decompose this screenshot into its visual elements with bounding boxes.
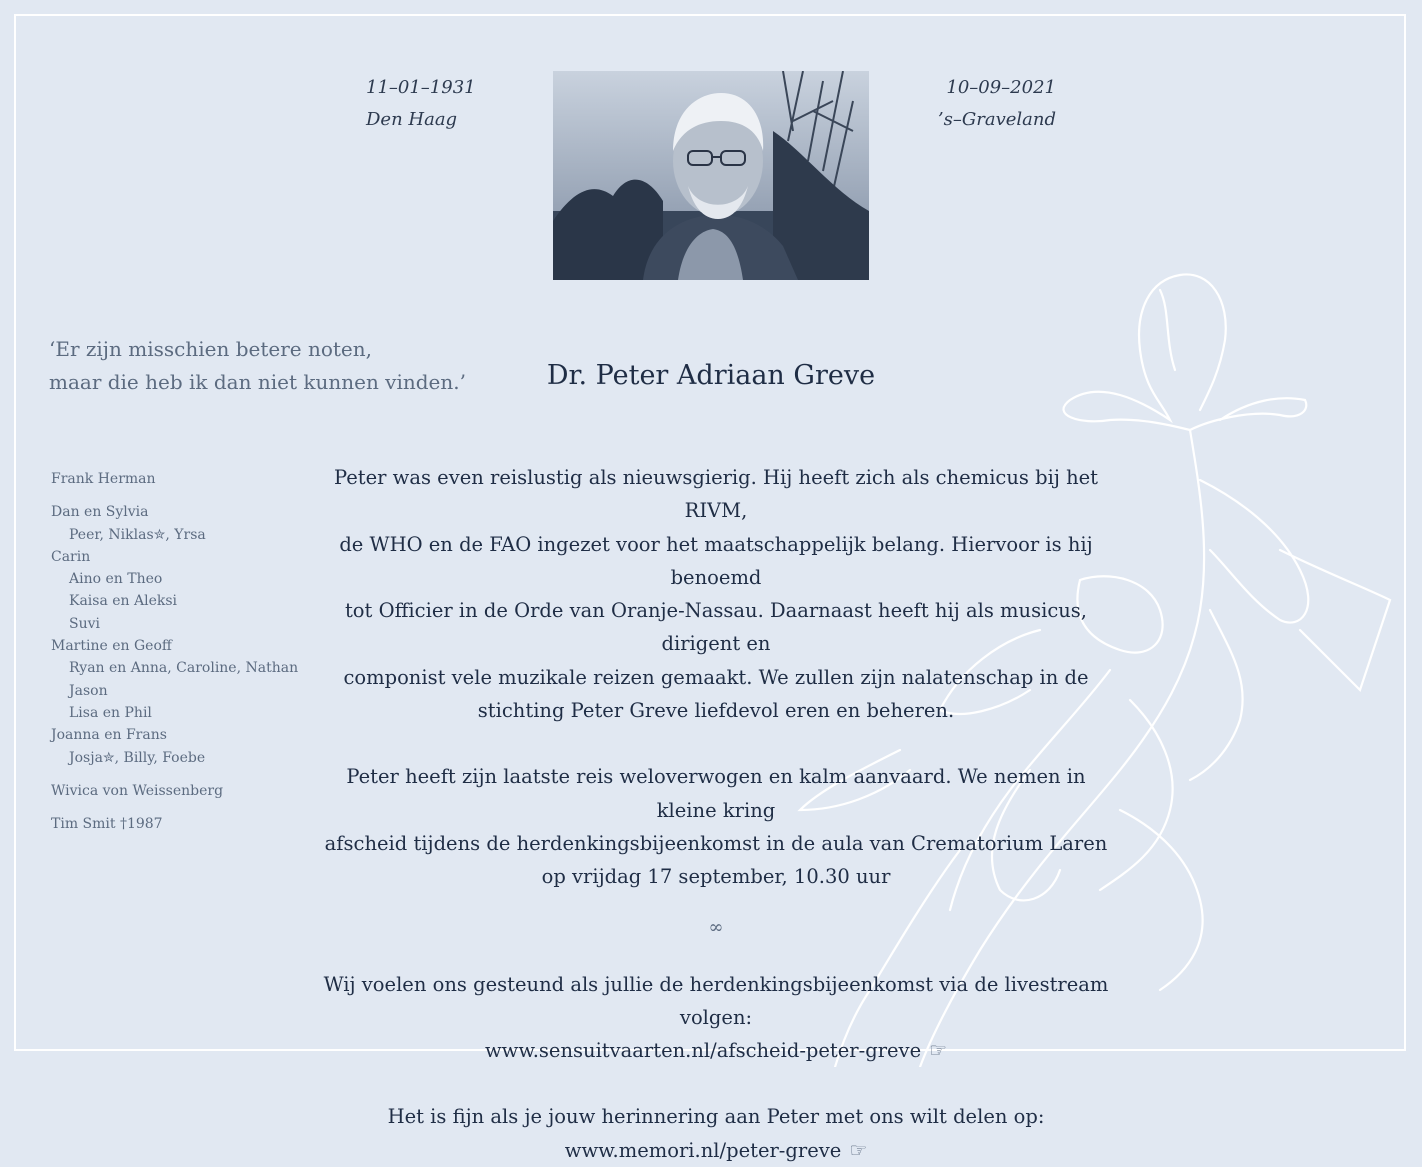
family-member: Josja✮, Billy, Foebe: [69, 749, 206, 766]
ceremony-line: Peter heeft zijn laatste reis weloverwogen en kalm aanvaard. We nemen in kleine kring: [346, 765, 1086, 822]
portrait-image: [553, 71, 869, 280]
family-member: Peer, Niklas✮, Yrsa: [69, 526, 206, 543]
birth-date: 11–01–1931: [366, 77, 476, 98]
pointing-hand-icon: ☞: [849, 1137, 868, 1162]
family-member: Carin: [51, 548, 91, 565]
family-member: Jason: [69, 682, 108, 699]
livestream-block: [316, 968, 1116, 1068]
memories-text: Het is fijn als je jouw herinnering aan Peter met ons wilt delen op:: [387, 1105, 1045, 1129]
birth-block: [366, 72, 476, 136]
family-member: Dan en Sylvia: [51, 504, 149, 521]
livestream-link[interactable]: www.sensuitvaarten.nl/afscheid-peter-greve: [484, 1039, 922, 1063]
memories-block: [316, 1100, 1116, 1167]
quote: [49, 333, 466, 399]
birth-place: Den Haag: [366, 109, 458, 130]
biography-line: stichting Peter Greve liefdevol eren en beheren.: [477, 699, 955, 723]
family-member: Kaisa en Aleksi: [69, 593, 178, 610]
portrait-photo: [553, 71, 869, 280]
quote-line-1: ‘Er zijn misschien betere noten,: [49, 337, 372, 361]
family-member: Frank Herman: [51, 471, 156, 487]
ceremony-line: afscheid tijdens de herdenkingsbijeenkomst in de aula van Crematorium Laren: [324, 831, 1108, 855]
ceremony-line: op vrijdag 17 september, 10.30 uur: [541, 865, 891, 889]
family-member: Wivica von Weissenberg: [51, 782, 224, 799]
biography-line: tot Officier in de Orde van Oranje-Nassau. Daarnaast heeft hij als musicus, dirigent en: [344, 599, 1088, 656]
ceremony-paragraph: [316, 760, 1116, 893]
quote-line-2: maar die heb ik dan niet kunnen vinden.’: [49, 370, 466, 394]
death-block: [938, 72, 1056, 136]
announcement-body: [316, 461, 1116, 1167]
biography-line: componist vele muzikale reizen gemaakt. We zullen zijn nalatenschap in de: [343, 665, 1089, 689]
family-member: Ryan en Anna, Caroline, Nathan: [69, 660, 299, 677]
family-member: Suvi: [69, 615, 100, 632]
memories-link[interactable]: www.memori.nl/peter-greve: [564, 1138, 842, 1162]
infinity-separator: ∞: [708, 916, 724, 938]
family-member: Lisa en Phil: [69, 704, 152, 721]
family-list: [51, 468, 311, 835]
family-member: Joanna en Frans: [51, 727, 167, 744]
death-place: ’s–Graveland: [937, 109, 1056, 130]
pointing-hand-icon: ☞: [929, 1038, 948, 1063]
biography-line: Peter was even reislustig als nieuwsgierig. Hij heeft zich als chemicus bij het RIVM,: [333, 466, 1099, 523]
death-date: 10–09–2021: [946, 77, 1056, 98]
family-member: Martine en Geoff: [51, 638, 172, 655]
biography-paragraph: [316, 461, 1116, 727]
deceased-name: Dr. Peter Adriaan Greve: [546, 360, 876, 391]
family-member: Aino en Theo: [69, 571, 163, 588]
livestream-text: Wij voelen ons gesteund als jullie de herdenkingsbijeenkomst via de livestream volgen:: [323, 972, 1109, 1029]
biography-line: de WHO en de FAO ingezet voor het maatschappelijk belang. Hiervoor is hij benoemd: [339, 532, 1093, 589]
family-member: Tim Smit †1987: [51, 816, 163, 833]
